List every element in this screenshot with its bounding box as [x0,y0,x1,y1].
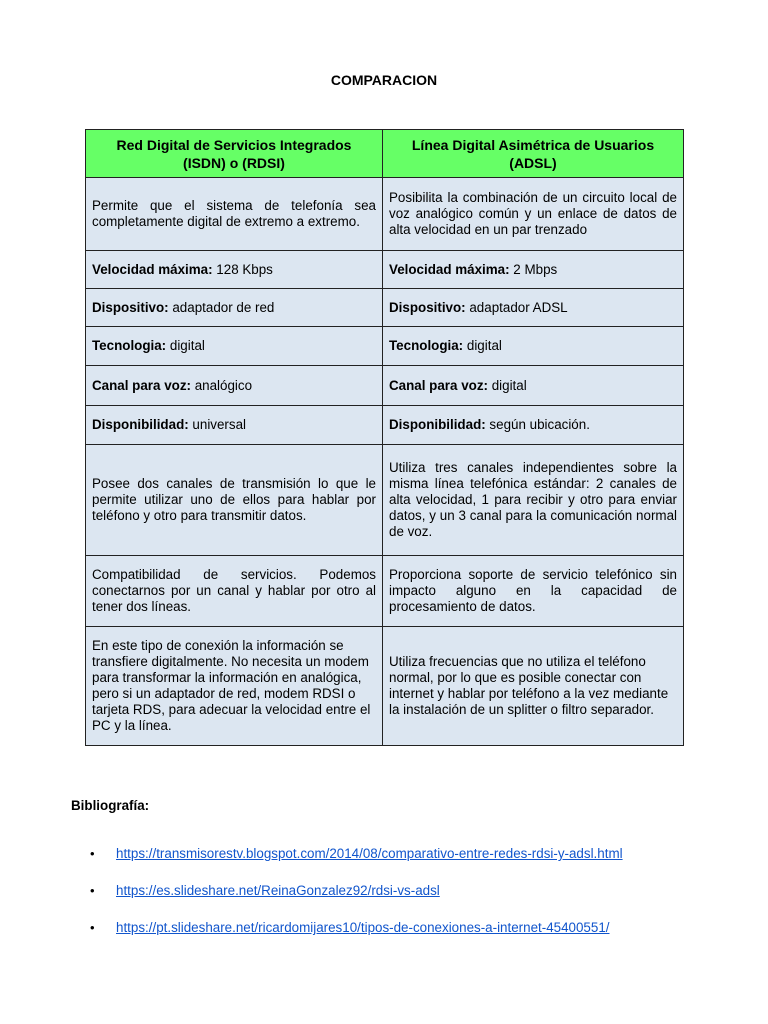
feature-label: Disponibilidad: [92,417,189,432]
cell-isdn-intro: Permite que el sistema de telefonía sea completamente digital de extremo a extremo. [86,178,383,251]
list-item [90,883,623,920]
cell-adsl-channels: Utiliza tres canales independientes sobre la misma línea telefónica estándar: 2 canales de alta velocidad, 1 para recibir y otro para enviar datos, y un 3 canal para la comunicación normal de voz. [383,445,684,556]
feature-value: 128 Kbps [212,261,273,277]
feature-value: 2 Mbps [509,261,558,277]
bibliography-link[interactable]: https://pt.slideshare.net/ricardomijares10/tipos-de-conexiones-a-internet-45400551/ [116,920,610,935]
page-title: COMPARACION [330,72,438,88]
cell-isdn-device [86,289,383,327]
bullet-icon: • [90,846,95,861]
feature-value: universal [188,417,247,432]
feature-value: adaptador de red [168,299,275,315]
table-header-row [86,130,684,178]
table-row [86,445,684,556]
cell-adsl-availability [383,406,684,445]
feature-label: Tecnologia: [92,338,167,353]
cell-adsl-connection: Utiliza frecuencias que no utiliza el teléfono normal, por lo que es posible conectar con internet y hablar por teléfono a la vez mediante la instalación de un splitter o filtro separador. [383,627,684,746]
comparison-table [85,129,684,746]
cell-adsl-voice [383,366,684,406]
feature-value: digital [487,377,527,393]
feature-label: Canal para voz: [92,377,191,393]
list-item [90,920,623,957]
table-row [86,327,684,366]
bullet-icon: • [90,883,95,898]
cell-isdn-channels: Posee dos canales de transmisión lo que le permite utilizar uno de ellos para hablar por teléfono y otro para transmitir datos. [86,445,383,556]
cell-adsl-speed [383,251,684,289]
cell-isdn-voice [86,366,383,406]
list-item [90,846,623,883]
table-row [86,251,684,289]
feature-label: Disponibilidad: [389,417,486,432]
feature-label: Canal para voz: [389,377,488,393]
bibliography-link[interactable]: https://es.slideshare.net/ReinaGonzalez92/rdsi-vs-adsl [116,883,440,898]
feature-value: según ubicación. [485,417,590,432]
cell-adsl-intro: Posibilita la combinación de un circuito local de voz analógico común y un enlace de datos de alta velocidad en un par trenzado [383,178,684,251]
header-isdn: Red Digital de Servicios Integrados (ISDN) o (RDSI) [86,130,383,178]
feature-label: Dispositivo: [92,299,169,315]
table-row [86,627,684,746]
table-row [86,366,684,406]
bibliography-list [90,846,623,957]
table-row [86,556,684,627]
feature-value: adaptador ADSL [465,299,568,315]
table-row [86,178,684,251]
feature-value: digital [463,338,502,353]
bibliography-heading: Bibliografía: [71,798,150,813]
cell-adsl-compatibility: Proporciona soporte de servicio telefónico sin impacto alguno en la capacidad de procesamiento de datos. [383,556,684,627]
cell-adsl-technology [383,327,684,366]
feature-label: Tecnologia: [389,338,464,353]
bullet-icon: • [90,920,95,935]
feature-value: digital [166,338,205,353]
feature-value: analógico [190,377,253,393]
feature-label: Velocidad máxima: [389,261,510,277]
cell-isdn-connection: En este tipo de conexión la información se transfiere digitalmente. No necesita un modem para transformar la información en analógica, pero si un adaptador de red, modem RDSI o tarjeta RDS, para adecuar la velocidad entre el PC y la línea. [86,627,383,746]
bibliography-link[interactable]: https://transmisorestv.blogspot.com/2014/08/comparativo-entre-redes-rdsi-y-adsl.html [116,846,623,861]
feature-label: Velocidad máxima: [92,261,213,277]
feature-label: Dispositivo: [389,299,466,315]
table-row [86,406,684,445]
table-row [86,289,684,327]
cell-isdn-availability [86,406,383,445]
header-adsl: Línea Digital Asimétrica de Usuarios (ADSL) [383,130,684,178]
cell-isdn-technology [86,327,383,366]
cell-isdn-speed [86,251,383,289]
cell-isdn-compatibility: Compatibilidad de servicios. Podemos conectarnos por un canal y hablar por otro al tener dos líneas. [86,556,383,627]
cell-adsl-device [383,289,684,327]
